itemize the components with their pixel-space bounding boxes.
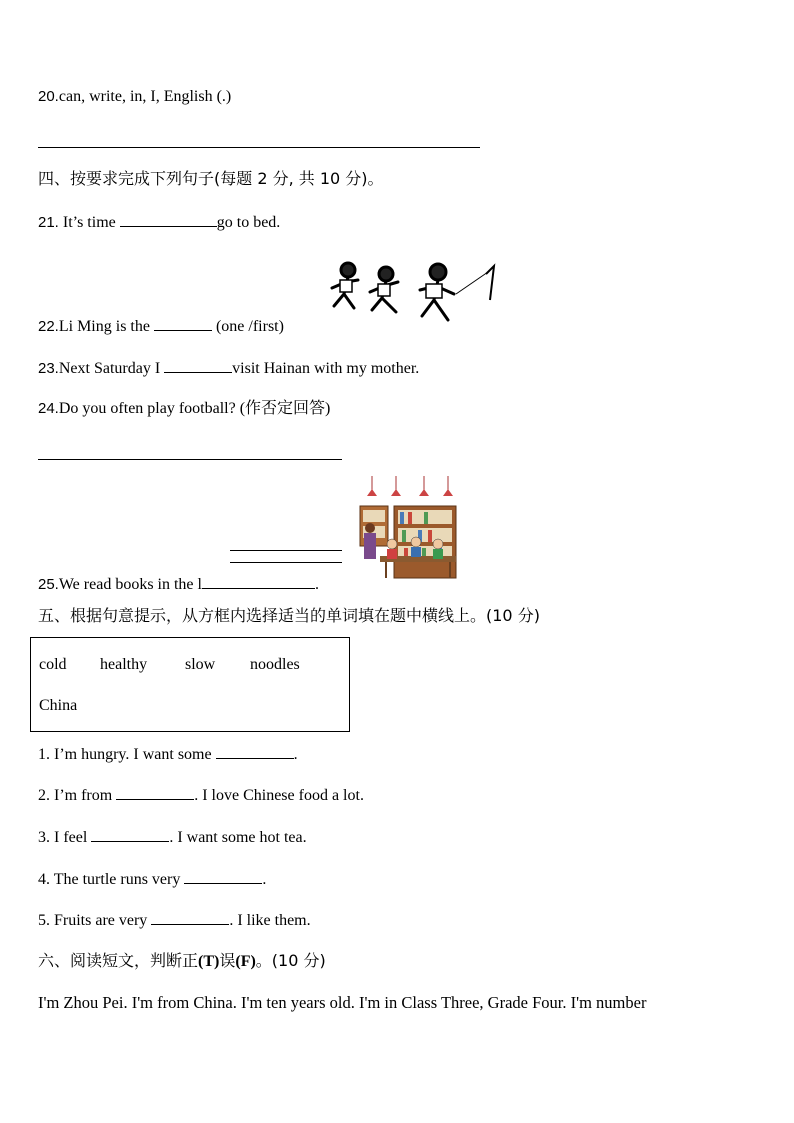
item-number: 3.: [38, 829, 50, 846]
word-box: [30, 637, 350, 732]
question-text: Do you often play football? (作否定回答): [58, 400, 331, 417]
reading-passage: I'm Zhou Pei. I'm from China. I'm ten years old. I'm in Class Three, Grade Four. I'm number: [38, 993, 647, 1012]
answer-blank[interactable]: [184, 869, 262, 884]
question-text: It’s time: [58, 214, 120, 231]
false-marker: (F): [235, 953, 256, 970]
question-24: [38, 399, 330, 419]
item-text: . I like them.: [229, 912, 311, 929]
question-text: Li Ming is the: [58, 318, 154, 335]
question-number: 22.: [38, 318, 59, 335]
answer-blank[interactable]: [91, 827, 169, 842]
item-text: I’m from: [54, 787, 117, 804]
answer-blank[interactable]: [164, 358, 232, 373]
question-number: 20.: [38, 88, 59, 105]
question-number: 21.: [38, 214, 59, 231]
question-number: 24.: [38, 400, 59, 417]
item-text: . I love Chinese food a lot.: [194, 787, 364, 804]
fill-item-3: [38, 827, 307, 848]
fill-item-1: [38, 744, 298, 765]
word-option: slow: [185, 656, 216, 673]
question-25: [38, 574, 319, 595]
item-number: 5.: [38, 912, 50, 929]
answer-blank[interactable]: [151, 910, 229, 925]
answer-blank[interactable]: [120, 212, 217, 227]
section-title-part: 误: [219, 951, 236, 970]
fill-item-4: [38, 869, 266, 890]
question-text: (one /first): [211, 318, 284, 335]
answer-line[interactable]: [38, 459, 342, 460]
item-number: 1.: [38, 746, 50, 763]
true-marker: (T): [198, 953, 220, 970]
answer-line[interactable]: [230, 550, 342, 551]
answer-line[interactable]: [38, 147, 480, 148]
item-number: 2.: [38, 787, 50, 804]
fill-item-2: [38, 785, 364, 806]
answer-blank[interactable]: [216, 744, 294, 759]
item-text: I’m hungry. I want some: [54, 746, 216, 763]
question-number: 23.: [38, 360, 59, 377]
question-23: [38, 358, 419, 379]
section-5-title: 五、根据句意提示，从方框内选择适当的单词填在题中横线上。(10 分): [38, 606, 540, 625]
question-number: 25.: [38, 576, 59, 593]
word-option: noodles: [250, 656, 300, 673]
answer-line[interactable]: [230, 562, 342, 563]
answer-blank[interactable]: [154, 316, 212, 331]
item-text: . I want some hot tea.: [169, 829, 307, 846]
answer-blank[interactable]: [202, 574, 315, 589]
answer-blank[interactable]: [116, 785, 194, 800]
item-text: I feel: [54, 829, 92, 846]
section-title-part: 。(10 分): [255, 951, 326, 970]
question-text: can, write, in, I, English (.): [58, 88, 232, 105]
runners-race-icon: [326, 260, 500, 328]
question-text: go to bed.: [216, 214, 281, 231]
item-text: .: [293, 746, 298, 763]
word-option: cold: [39, 656, 67, 673]
fill-item-5: [38, 910, 311, 931]
question-20: [38, 87, 231, 107]
item-text: .: [262, 871, 267, 888]
question-text: We read books in the l: [58, 576, 202, 593]
library-icon: [358, 476, 458, 580]
item-number: 4.: [38, 871, 50, 888]
question-text: visit Hainan with my mother.: [232, 360, 420, 377]
question-21: [38, 212, 280, 233]
section-4-title: 四、按要求完成下列句子(每题 2 分, 共 10 分)。: [38, 169, 384, 188]
item-text: The turtle runs very: [53, 871, 185, 888]
word-option: China: [39, 697, 78, 714]
section-title-part: 六、阅读短文，判断正: [38, 951, 199, 970]
question-22: [38, 316, 284, 337]
question-text: Next Saturday I: [58, 360, 165, 377]
question-text: .: [314, 576, 319, 593]
item-text: Fruits are very: [54, 912, 152, 929]
word-option: healthy: [100, 656, 148, 673]
section-6-title: [38, 951, 326, 972]
